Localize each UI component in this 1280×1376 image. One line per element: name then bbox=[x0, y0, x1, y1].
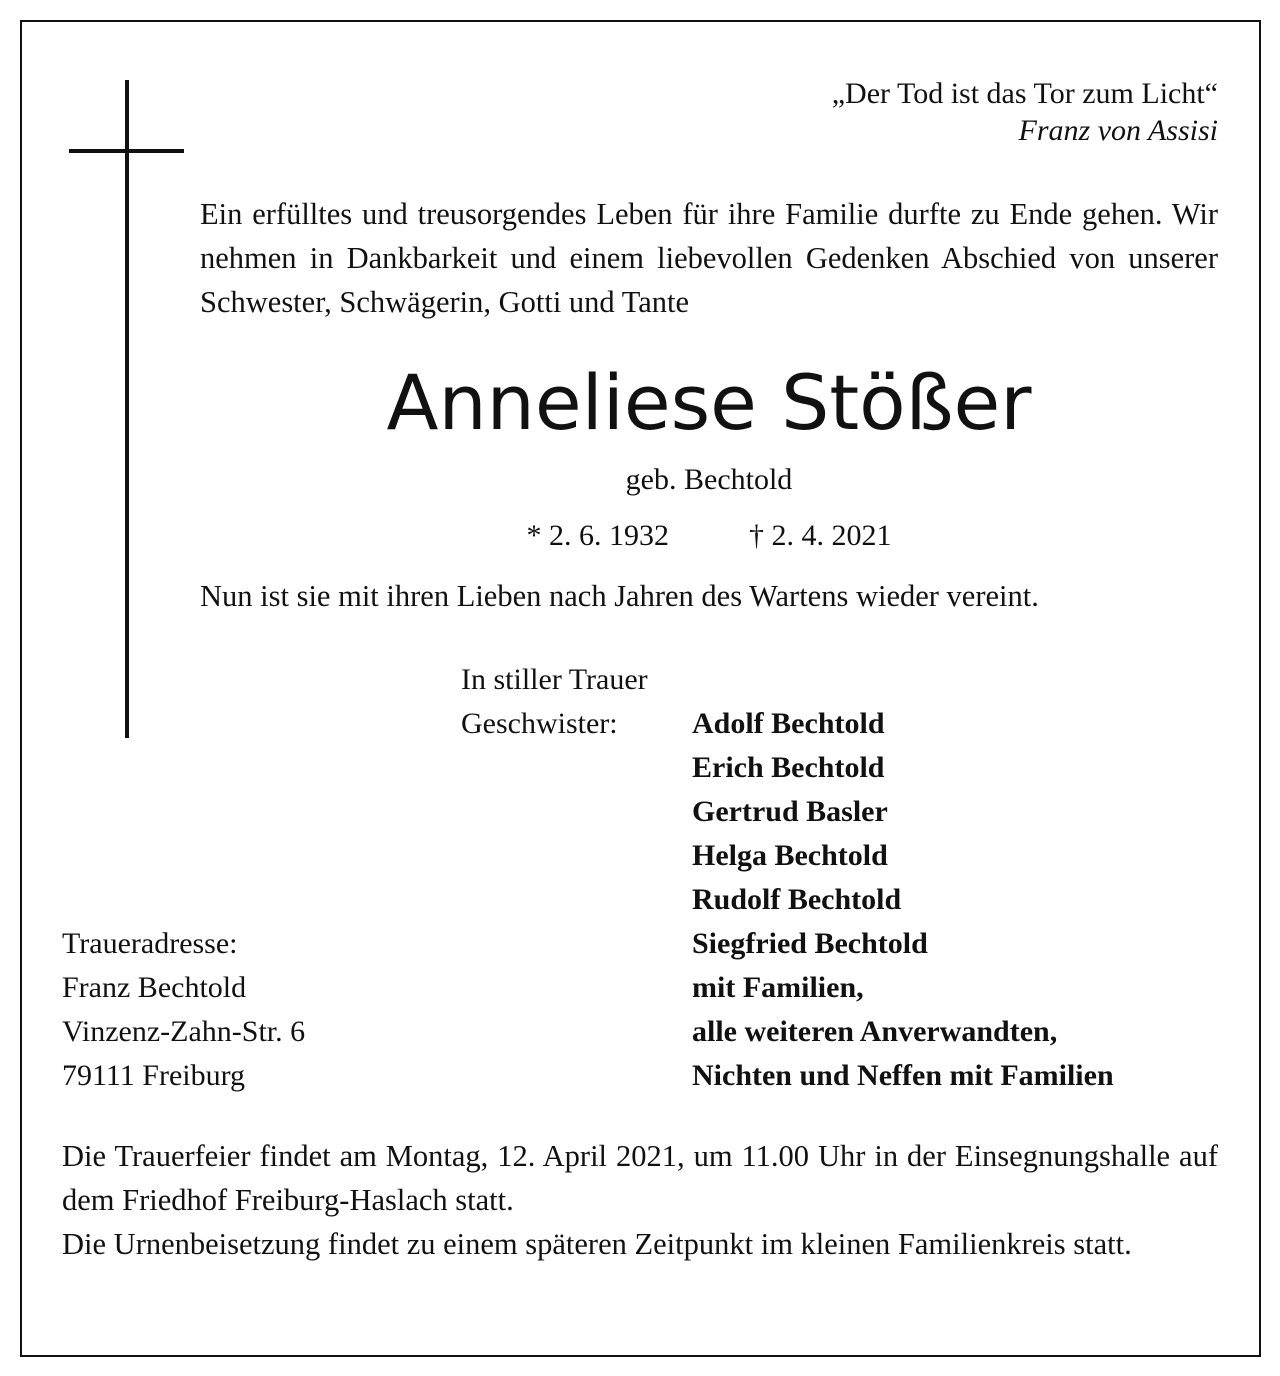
quote-author: Franz von Assisi bbox=[1018, 114, 1218, 147]
mourning-address bbox=[62, 922, 305, 1098]
deceased-name: Anneliese Stößer bbox=[386, 358, 1032, 447]
address-label: Traueradresse: bbox=[62, 927, 238, 960]
intro-text: Ein erfülltes und treusorgendes Leben für ihre Familie durfte zu Ende gehen. Wir nehmen in Dankbarkeit und einem liebevollen Gedenken Abschied von unserer Schwester, Schwägerin, Gotti und Tante bbox=[200, 197, 1218, 319]
ceremony-info bbox=[62, 1134, 1218, 1266]
born-as: geb. Bechtold bbox=[625, 463, 793, 496]
address-line: 79111 Freiburg bbox=[62, 1059, 246, 1092]
mourner-name: Adolf Bechtold bbox=[692, 707, 885, 740]
burial-text: Die Urnenbeisetzung findet zu einem späteren Zeitpunkt im kleinen Familienkreis statt. bbox=[62, 1227, 1132, 1261]
address-line: Franz Bechtold bbox=[62, 971, 247, 1004]
mourner-name: Rudolf Bechtold bbox=[692, 883, 902, 916]
cross-icon-bar bbox=[69, 149, 184, 153]
mourner-name: Gertrud Basler bbox=[692, 795, 888, 828]
mourner-name: alle weiteren Anverwandten, bbox=[692, 1015, 1058, 1048]
mourner-names bbox=[692, 702, 1114, 1098]
mourner-name: Nichten und Neffen mit Familien bbox=[692, 1059, 1114, 1092]
quote-text: „Der Tod ist das Tor zum Licht“ bbox=[831, 77, 1218, 110]
service-text: Die Trauerfeier findet am Montag, 12. April 2021, um 11.00 Uhr in der Einsegnungshalle auf dem Friedhof Freiburg-Haslach statt. bbox=[62, 1139, 1218, 1217]
death-date: † 2. 4. 2021 bbox=[749, 519, 892, 552]
cross-icon bbox=[125, 80, 129, 738]
life-dates bbox=[200, 516, 1218, 556]
address-line: Vinzenz-Zahn-Str. 6 bbox=[62, 1015, 306, 1048]
mourner-name: mit Familien, bbox=[692, 971, 864, 1004]
siblings-label: Geschwister: bbox=[461, 707, 618, 740]
birth-date: * 2. 6. 1932 bbox=[526, 519, 669, 552]
mourner-name: Siegfried Bechtold bbox=[692, 927, 928, 960]
mourner-name: Helga Bechtold bbox=[692, 839, 888, 872]
reunion-text: Nun ist sie mit ihren Lieben nach Jahren des Wartens wieder vereint. bbox=[200, 579, 1039, 613]
mourner-name: Erich Bechtold bbox=[692, 751, 885, 784]
mourning-intro: In stiller Trauer bbox=[461, 663, 648, 696]
